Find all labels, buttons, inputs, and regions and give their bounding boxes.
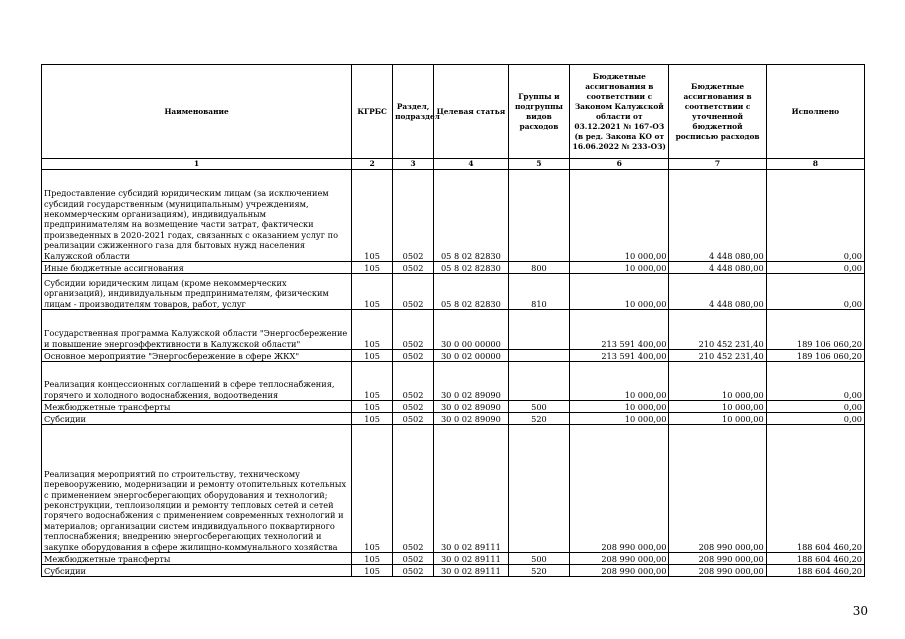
column-number: 7 bbox=[669, 159, 766, 170]
table-row bbox=[42, 413, 865, 425]
header-kgrbs: КГРБС bbox=[352, 65, 393, 159]
table-row bbox=[42, 565, 865, 577]
row-target: 05 8 02 82830 bbox=[434, 170, 509, 262]
row-name: Субсидии bbox=[42, 565, 352, 577]
row-name: Межбюджетные трансферты bbox=[42, 553, 352, 565]
row-law-amount: 10 000,00 bbox=[570, 413, 669, 425]
row-kgrbs: 105 bbox=[352, 413, 393, 425]
row-refined-amount: 208 990 000,00 bbox=[669, 425, 766, 553]
table-row bbox=[42, 362, 865, 401]
row-target: 05 8 02 82830 bbox=[434, 274, 509, 310]
row-group bbox=[508, 425, 569, 553]
row-target: 30 0 00 00000 bbox=[434, 310, 509, 350]
row-group bbox=[508, 362, 569, 401]
column-number: 8 bbox=[766, 159, 864, 170]
row-target: 05 8 02 82830 bbox=[434, 262, 509, 274]
table-row bbox=[42, 553, 865, 565]
row-name: Субсидии bbox=[42, 413, 352, 425]
row-name: Реализация концессионных соглашений в сфере теплоснабжения, горячего и холодного водоснабжения, водоотведения bbox=[42, 362, 352, 401]
column-number: 1 bbox=[42, 159, 352, 170]
row-target: 30 0 02 89111 bbox=[434, 565, 509, 577]
table-row bbox=[42, 401, 865, 413]
budget-table bbox=[41, 64, 865, 577]
header-group: Группы и подгруппы видов расходов bbox=[508, 65, 569, 159]
row-section: 0502 bbox=[393, 413, 434, 425]
row-target: 30 0 02 89111 bbox=[434, 553, 509, 565]
row-section: 0502 bbox=[393, 310, 434, 350]
header-section: Раздел, подраздел bbox=[393, 65, 434, 159]
row-law-amount: 10 000,00 bbox=[570, 170, 669, 262]
row-section: 0502 bbox=[393, 262, 434, 274]
row-group: 810 bbox=[508, 274, 569, 310]
row-section: 0502 bbox=[393, 425, 434, 553]
row-section: 0502 bbox=[393, 565, 434, 577]
row-refined-amount: 208 990 000,00 bbox=[669, 553, 766, 565]
row-target: 30 0 02 89090 bbox=[434, 413, 509, 425]
row-name: Межбюджетные трансферты bbox=[42, 401, 352, 413]
row-law-amount: 208 990 000,00 bbox=[570, 565, 669, 577]
row-executed-amount: 188 604 460,20 bbox=[766, 565, 864, 577]
row-refined-amount: 10 000,00 bbox=[669, 362, 766, 401]
column-number: 4 bbox=[434, 159, 509, 170]
row-law-amount: 10 000,00 bbox=[570, 362, 669, 401]
table-row bbox=[42, 274, 865, 310]
row-group bbox=[508, 310, 569, 350]
row-group: 500 bbox=[508, 401, 569, 413]
row-executed-amount: 188 604 460,20 bbox=[766, 425, 864, 553]
header-row bbox=[42, 65, 865, 159]
row-refined-amount: 210 452 231,40 bbox=[669, 310, 766, 350]
column-number: 3 bbox=[393, 159, 434, 170]
row-kgrbs: 105 bbox=[352, 274, 393, 310]
row-executed-amount: 0,00 bbox=[766, 262, 864, 274]
column-number: 6 bbox=[570, 159, 669, 170]
row-executed-amount: 0,00 bbox=[766, 274, 864, 310]
row-name: Основное мероприятие "Энергосбережение в сфере ЖКХ" bbox=[42, 350, 352, 362]
row-name: Иные бюджетные ассигнования bbox=[42, 262, 352, 274]
header-name: Наименование bbox=[42, 65, 352, 159]
row-law-amount: 208 990 000,00 bbox=[570, 553, 669, 565]
column-number: 5 bbox=[508, 159, 569, 170]
table-row bbox=[42, 262, 865, 274]
table-row bbox=[42, 170, 865, 262]
row-section: 0502 bbox=[393, 401, 434, 413]
table-row bbox=[42, 350, 865, 362]
row-refined-amount: 4 448 080,00 bbox=[669, 170, 766, 262]
row-kgrbs: 105 bbox=[352, 350, 393, 362]
row-refined-amount: 10 000,00 bbox=[669, 413, 766, 425]
row-kgrbs: 105 bbox=[352, 425, 393, 553]
row-target: 30 0 02 00000 bbox=[434, 350, 509, 362]
row-kgrbs: 105 bbox=[352, 310, 393, 350]
header-law: Бюджетные ассигнования в соответствии с Законом Калужской области от 03.12.2021 № 167-ОЗ (в ред. Закона КО от 16.06.2022 № 233-ОЗ) bbox=[570, 65, 669, 159]
row-section: 0502 bbox=[393, 350, 434, 362]
row-name: Государственная программа Калужской области "Энергосбережение и повышение энергоэффективности в Калужской области" bbox=[42, 310, 352, 350]
row-refined-amount: 208 990 000,00 bbox=[669, 565, 766, 577]
row-law-amount: 10 000,00 bbox=[570, 401, 669, 413]
row-law-amount: 208 990 000,00 bbox=[570, 425, 669, 553]
header-target: Целевая статья bbox=[434, 65, 509, 159]
table-row bbox=[42, 310, 865, 350]
row-refined-amount: 10 000,00 bbox=[669, 401, 766, 413]
table-row bbox=[42, 425, 865, 553]
row-executed-amount: 189 106 060,20 bbox=[766, 350, 864, 362]
row-refined-amount: 4 448 080,00 bbox=[669, 262, 766, 274]
row-section: 0502 bbox=[393, 553, 434, 565]
row-law-amount: 10 000,00 bbox=[570, 262, 669, 274]
row-group: 520 bbox=[508, 413, 569, 425]
row-target: 30 0 02 89090 bbox=[434, 401, 509, 413]
row-target: 30 0 02 89090 bbox=[434, 362, 509, 401]
row-kgrbs: 105 bbox=[352, 553, 393, 565]
row-executed-amount: 189 106 060,20 bbox=[766, 310, 864, 350]
row-name: Субсидии юридическим лицам (кроме некоммерческих организаций), индивидуальным предпринимателям, физическим лицам - производителям товаров, работ, услуг bbox=[42, 274, 352, 310]
row-law-amount: 213 591 400,00 bbox=[570, 350, 669, 362]
row-executed-amount: 0,00 bbox=[766, 170, 864, 262]
row-kgrbs: 105 bbox=[352, 170, 393, 262]
column-number-row bbox=[42, 159, 865, 170]
header-refined: Бюджетные ассигнования в соответствии с уточненной бюджетной росписью расходов bbox=[669, 65, 766, 159]
row-group bbox=[508, 170, 569, 262]
row-refined-amount: 4 448 080,00 bbox=[669, 274, 766, 310]
row-kgrbs: 105 bbox=[352, 401, 393, 413]
row-name: Предоставление субсидий юридическим лицам (за исключением субсидий государственным (муниципальным) учреждениям, некоммерческим организациям), индивидуальным предпринимателям на возмещение части затрат, фактически произведенных в 2020-2021 годах, связанных с оказанием услуг по реализации сжиженного газа для бытовых нужд населения Калужской области bbox=[42, 170, 352, 262]
row-section: 0502 bbox=[393, 170, 434, 262]
page-number: 30 bbox=[852, 604, 868, 618]
row-name: Реализация мероприятий по строительству, техническому перевооружению, модернизации и ремонту отопительных котельных с применением энергосберегающих оборудования и технологий; реконструкции, теплоизоляции и ремонту тепловых сетей и сетей горячего водоснабжения с применением современных технологий и материалов; организации систем индивидуального поквартирного теплоснабжения; внедрению энергосберегающих технологий и закупке оборудования в сфере жилищно-коммунального хозяйства bbox=[42, 425, 352, 553]
row-group: 500 bbox=[508, 553, 569, 565]
row-executed-amount: 188 604 460,20 bbox=[766, 553, 864, 565]
row-executed-amount: 0,00 bbox=[766, 362, 864, 401]
row-refined-amount: 210 452 231,40 bbox=[669, 350, 766, 362]
row-group: 800 bbox=[508, 262, 569, 274]
row-executed-amount: 0,00 bbox=[766, 401, 864, 413]
row-section: 0502 bbox=[393, 362, 434, 401]
row-kgrbs: 105 bbox=[352, 362, 393, 401]
row-law-amount: 213 591 400,00 bbox=[570, 310, 669, 350]
row-kgrbs: 105 bbox=[352, 565, 393, 577]
row-kgrbs: 105 bbox=[352, 262, 393, 274]
header-executed: Исполнено bbox=[766, 65, 864, 159]
row-target: 30 0 02 89111 bbox=[434, 425, 509, 553]
row-group bbox=[508, 350, 569, 362]
row-executed-amount: 0,00 bbox=[766, 413, 864, 425]
row-law-amount: 10 000,00 bbox=[570, 274, 669, 310]
column-number: 2 bbox=[352, 159, 393, 170]
row-section: 0502 bbox=[393, 274, 434, 310]
row-group: 520 bbox=[508, 565, 569, 577]
